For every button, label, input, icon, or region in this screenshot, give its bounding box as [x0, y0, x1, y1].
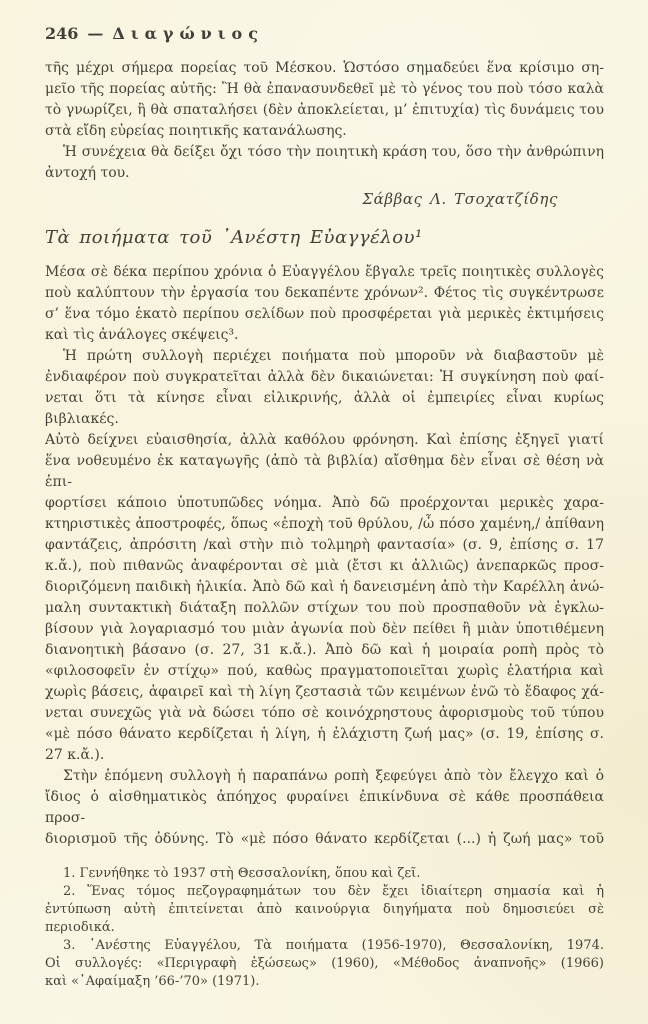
text-line: 27 κ.ἄ.). [45, 747, 105, 763]
body-paragraph [45, 766, 604, 850]
text-line: διανοητικὴ βάσανο (σ. 27, 31 κ.ἄ.). Ἀπὸ δῶ καὶ ἡ μοιραία ροπὴ πρὸς τὸ [45, 642, 604, 658]
body-paragraph [45, 142, 604, 184]
text-line: Ἡ συνέχεια θὰ δείξει ὄχι τόσο τὴν ποιητικὴ κράση του, ὅσο τὴν ἀνθρώπινη [63, 144, 604, 160]
text-line: 1. Γεννήθηκε τὸ 1937 στὴ Θεσσαλονίκη, ὅπου καὶ ζεῖ. [63, 866, 421, 881]
text-line: ποὺ καλύπτουν τὴν ἐργασία του δεκαπέντε χρόνων². Φέτος τὶς συγκέντρωσε [45, 285, 604, 301]
text-line: διοριζόμενη παιδικὴ ἡλικία. Ἀπὸ δῶ καὶ ἡ δανεισμένη ἀπὸ τὴν Καρέλλη ἀνώ- [45, 579, 604, 595]
footnote [45, 937, 604, 991]
text-line: διορισμοῦ τῆς ὀδύνης. Τὸ «μὲ πόσο θάνατο κερδίζεται (...) ἡ ζωή μας» τοῦ [45, 831, 604, 847]
text-line: νεται συνεχῶς γιὰ νὰ δώσει τόπο σὲ κοινόχρηστους ἀφορισμοὺς τοῦ τύπου [45, 705, 604, 721]
text-line: σ’ ἕνα τόμο ἑκατὸ περίπου σελίδων ποὺ προσφέρεται γιὰ μερικὲς ἐκτιμήσεις [45, 306, 604, 322]
text-line: «μὲ πόσο θάνατο κερδίζεται ἡ λίγη, ἡ ἐλάχιστη ζωή μας» (σ. 19, ἐπίσης σ. [45, 726, 604, 742]
footnote [45, 865, 604, 883]
text-line: ἀντοχή του. [45, 165, 130, 181]
footnote [45, 883, 604, 937]
text-line: «φιλοσοφεῖν ἐν στίχῳ» πού, καθὼς πραγματοποιεῖται χωρὶς ἐλατήρια καὶ [45, 663, 604, 679]
text-line: κ.ἄ.), ποὺ πιθανῶς ἀναφέρονται σὲ μιὰ (ἔτσι κι ἀλλιῶς) ἀνεπαρκῶς προσ- [45, 558, 604, 574]
page-number: 246 [45, 24, 79, 43]
review-paragraphs [45, 262, 604, 850]
text-line: στὰ εἴδη εὐρείας ποιητικῆς κατανάλωσης. [45, 123, 347, 139]
body-paragraph [45, 262, 604, 346]
text-line: Στὴν ἑπόμενη συλλογὴ ἡ παραπάνω ροπὴ ξεφεύγει ἀπὸ τὸν ἔλεγχο καὶ ὁ [63, 768, 604, 784]
text-line: Αὐτὸ δείχνει εὐαισθησία, ἀλλὰ καθόλου φρόνηση. Καὶ ἐπίσης ἐξηγεῖ γιατί [45, 432, 604, 448]
text-line: ἐντύπωση αὐτὴ ἐπιτείνεται ἀπὸ καινούργια διηγήματα ποὺ δημοσιεύει σὲ [45, 902, 604, 917]
text-line: φορτίσει κάποιο ὑποτυπῶδες νόημα. Ἀπὸ δῶ προέρχονται μερικὲς χαρα- [45, 495, 604, 511]
page-header [45, 24, 604, 43]
text-line: καὶ τὶς ἀνάλογες σκέψεις³. [45, 327, 239, 343]
text-line: ἕνα νοθευμένο ἐκ καταγωγῆς (ἀπὸ τὰ βιβλία) αἴσθημα δὲν εἶναι σὲ θέση νὰ ἐπι- [45, 453, 604, 490]
body-paragraph [45, 58, 604, 142]
text-line: Οἱ συλλογές: «Περιγραφὴ ἐξώσεως» (1960), «Μέθοδος ἀναπνοῆς» (1966) [45, 956, 604, 971]
text-line: Ἡ πρώτη συλλογὴ περιέχει ποιήματα ποὺ μποροῦν νὰ διαβαστοῦν μὲ [63, 348, 604, 364]
text-line: 2. Ἕνας τόμος πεζογραφημάτων του δὲν ἔχει ἰδιαίτερη σημασία καὶ ἡ [63, 884, 604, 899]
text-line: μαλη συντακτικὴ διάταξη πολλῶν στίχων του ποὺ προσπαθοῦν νὰ ἐγκλω- [45, 600, 604, 616]
article-ending [45, 58, 604, 210]
text-line: μεῖο τῆς πορείας αὐτῆς: Ἢ θὰ ἐπανασυνδεθεῖ μὲ τὸ γένος του ποὺ τόσο καλὰ [45, 81, 604, 97]
footnotes-list [45, 865, 604, 991]
text-line: φαντάζεις, ἀπρόσιτη /καὶ στὴν πιὸ τολμηρὴ φαντασία» (σ. 9, ἐπίσης σ. 17 [45, 537, 604, 553]
text-line: 3. ᾿Ανέστης Εὐαγγέλου, Τὰ ποιήματα (1956-1970), Θεσσαλονίκη, 1974. [63, 938, 604, 953]
journal-title: Διαγώνιος [112, 24, 264, 43]
footnotes [45, 865, 604, 991]
text-line: τὸ γνωρίζει, ἢ θὰ σπαταλήσει (δὲν ἀποκλείεται, μ’ ἐπιτυχία) τὶς δυνάμεις του [45, 102, 604, 118]
text-line: περιοδικά. [45, 920, 115, 935]
text-line: ἴδιος ὁ αἰσθηματικὸς ἀπόηχος φυραίνει ἐπικίνδυνα σὲ κάθε προσπάθεια προσ- [45, 789, 604, 826]
text-line: βίσουν γιὰ λογαριασμό του μιὰν ἀγωνία ποὺ δὲν πείθει ἢ μιὰν ὑποτιθέμενη [45, 621, 604, 637]
body-paragraph [45, 346, 604, 766]
author-signature: Σάββας Λ. Τσοχατζίδης [362, 190, 558, 208]
text-line: χωρὶς βάσεις, ἀφαιρεῖ καὶ τὴ λίγη ζεστασιὰ τῶν κειμένων ἐνῶ τὸ ἔδαφος χά- [45, 684, 604, 700]
article-ending-paragraphs [45, 58, 604, 184]
review-body [45, 262, 604, 850]
text-line: ἐνδιαφέρον ποὺ συγκρατεῖται ἀλλὰ δὲν δικαιώνεται: Ἡ συγκίνηση ποὺ φαί- [45, 369, 604, 385]
review-title: Τὰ ποιήματα τοῦ ᾿Ανέστη Εὐαγγέλου¹ [45, 227, 423, 248]
text-line: Μέσα σὲ δέκα περίπου χρόνια ὁ Εὐαγγέλου ἔβγαλε τρεῖς ποιητικὲς συλλογὲς [45, 264, 604, 280]
text-line: νεται ὅτι τὰ κίνησε εἶναι εἰλικρινής, ἀλλὰ οἱ ἐμπειρίες εἶναι κυρίως βιβλιακές. [45, 390, 604, 427]
header-separator: — [87, 24, 104, 43]
text-line: τῆς μέχρι σήμερα πορείας τοῦ Μέσκου. Ὡστόσο σημαδεύει ἕνα κρίσιμο ση- [45, 60, 604, 76]
text-line: κτηριστικὲς ἀποστροφές, ὅπως «ἐποχὴ τοῦ θρύλου, /ὦ πόσο χαμένη,/ ἀπίθανη [45, 516, 604, 532]
text-line: καὶ «᾿Αφαίμαξη ’66-’70» (1971). [45, 974, 260, 989]
